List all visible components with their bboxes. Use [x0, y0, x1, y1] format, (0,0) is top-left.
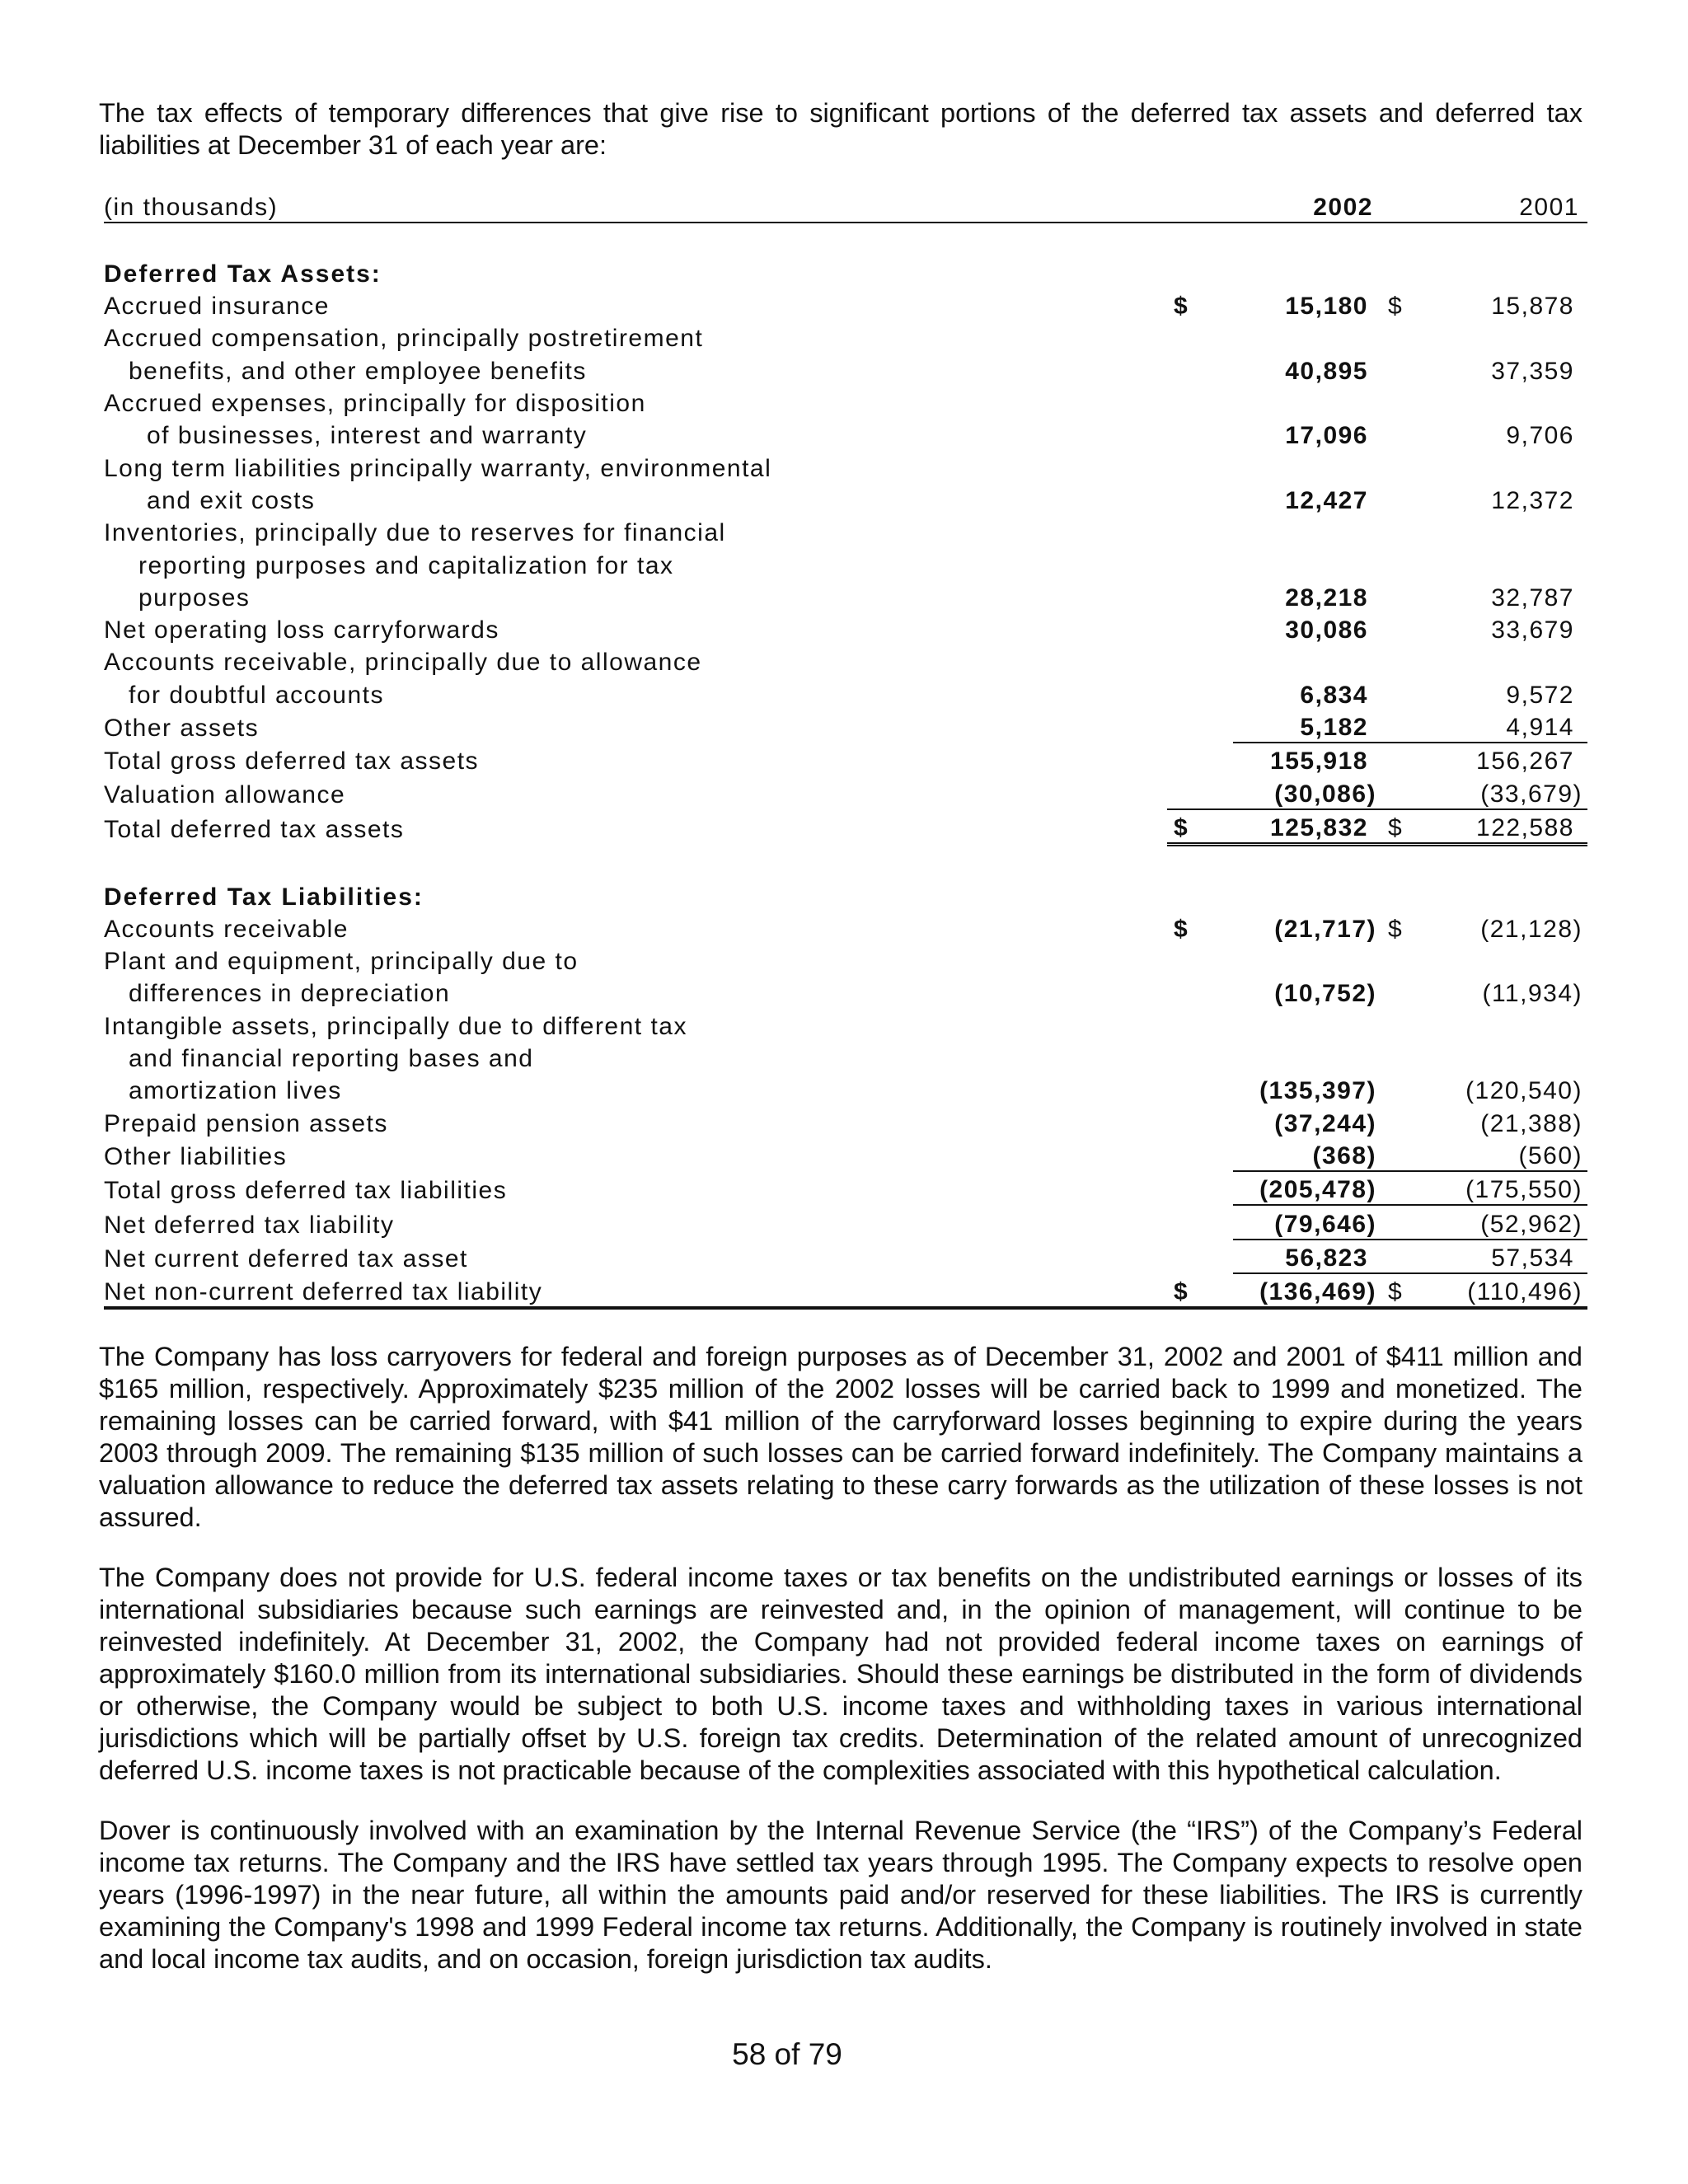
value-2002: 125,832 — [1233, 809, 1381, 845]
value-2001: (120,540) — [1465, 1077, 1582, 1105]
value-2001: 32,787 — [1491, 583, 1574, 612]
irs-examination-paragraph: Dover is continuously involved with an examination by the Internal Revenue Service (the “IRS”) of the Company’s Federal income tax returns. The Company and the IRS have settled tax years through 1995. The Company expects to resolve open years (1996-1997) in the near future, all within the amounts paid and/or reserved for these liabilities. The IRS is currently examining the Company's 1998 and 1999 Federal income tax returns. Additionally, the Company is routinely involved in state and local income tax audits, and on occasion, foreign jurisdiction tax audits. — [99, 1816, 1582, 1975]
row-label: benefits, and other employee benefits — [129, 357, 587, 385]
value-2001: (175,550) — [1431, 1171, 1587, 1205]
row-label: Accounts receivable, principally due to allowance — [104, 649, 702, 677]
table-row — [104, 515, 1587, 547]
row-label: amortization lives — [129, 1077, 342, 1105]
row-label: Total gross deferred tax liabilities — [104, 1177, 508, 1205]
value-2002: 28,218 — [1285, 583, 1368, 612]
unit-label: (in thousands) — [104, 190, 1167, 223]
table-row — [104, 644, 1587, 677]
net-current-asset-row — [104, 1240, 1587, 1273]
dollar-sign: $ — [1167, 809, 1233, 845]
table-row — [104, 976, 1587, 1008]
table-row — [104, 612, 1587, 644]
table-header-row — [104, 190, 1587, 223]
value-2002: 12,427 — [1285, 486, 1368, 514]
table-row — [104, 580, 1587, 612]
liability-rows — [104, 912, 1587, 1171]
row-label: Other liabilities — [104, 1142, 288, 1170]
year-2001-header: 2001 — [1431, 190, 1587, 223]
intro-paragraph: The tax effects of temporary differences that give rise to significant portions of the deferred tax assets and deferred tax liabilities at December 31 of each year are: — [99, 98, 1582, 160]
table-row — [104, 386, 1587, 418]
value-2002: (37,244) — [1274, 1109, 1376, 1137]
net-liability-row — [104, 1205, 1587, 1239]
valuation-allowance-row — [104, 776, 1587, 808]
row-label: Intangible assets, principally due to different tax — [104, 1012, 687, 1040]
value-2002: (135,397) — [1259, 1077, 1376, 1105]
table-row — [104, 288, 1587, 321]
row-label: Accrued compensation, principally postretirement — [104, 325, 704, 353]
row-label: and exit costs — [147, 486, 316, 514]
row-label: Net operating loss carryforwards — [104, 616, 499, 644]
dollar-sign: $ — [1174, 915, 1189, 943]
dollar-sign: $ — [1381, 809, 1431, 845]
value-2001: 37,359 — [1491, 357, 1574, 385]
dollar-sign: $ — [1388, 293, 1404, 321]
value-2002: 6,834 — [1300, 681, 1368, 709]
value-2001: 9,706 — [1506, 422, 1574, 450]
net-noncurrent-liability-row — [104, 1273, 1587, 1308]
total-gross-liabilities-row — [104, 1171, 1587, 1205]
value-2001: 4,914 — [1506, 714, 1574, 742]
table-row — [104, 353, 1587, 385]
page-number: 58 of 79 — [732, 2037, 842, 2071]
undistributed-earnings-paragraph: The Company does not provide for U.S. federal income taxes or tax benefits on the undistributed earnings or losses of its international subsidiaries because such earnings are reinvested and, in the opinion of management, will continue to be reinvested indefinitely. At December 31, 2002, the Company had not provided federal income taxes on earnings of approximately $160.0 million from its international subsidiaries. Should these earnings be distributed in the form of dividends or otherwise, the Company would be subject to both U.S. income taxes and withholding taxes in various international jurisdictions which will be partially offset by U.S. foreign tax credits. Determination of the related amount of unrecognized deferred U.S. income taxes is not practicable because of the complexities associated with this hypothetical calculation. — [99, 1563, 1582, 1786]
total-gross-assets-row — [104, 743, 1587, 776]
row-label: Accrued insurance — [104, 293, 330, 321]
value-2001: 156,267 — [1431, 743, 1587, 776]
value-2002: 40,895 — [1285, 357, 1368, 385]
value-2002: 15,180 — [1285, 293, 1368, 321]
table-row — [104, 321, 1587, 353]
row-label: Accounts receivable — [104, 915, 349, 943]
value-2002: (30,086) — [1274, 780, 1376, 808]
value-2001: (560) — [1518, 1141, 1582, 1169]
row-label: Total gross deferred tax assets — [104, 748, 480, 776]
deferred-tax-table — [104, 190, 1587, 1310]
value-2001: (21,388) — [1480, 1109, 1582, 1137]
row-label: and financial reporting bases and — [129, 1045, 534, 1073]
value-2002: (136,469) — [1233, 1273, 1381, 1308]
value-2001: (33,679) — [1480, 780, 1582, 808]
row-label: for doubtful accounts — [129, 681, 385, 709]
value-2002: 17,096 — [1285, 422, 1368, 450]
value-2001: 122,588 — [1431, 809, 1587, 845]
row-label: Accrued expenses, principally for disposition — [104, 390, 646, 418]
table-row — [104, 944, 1587, 976]
liabilities-heading: Deferred Tax Liabilities: — [104, 883, 424, 911]
value-2001: (11,934) — [1482, 980, 1582, 1008]
value-2001: 9,572 — [1506, 681, 1574, 709]
table-row — [104, 1008, 1587, 1040]
value-2001: (52,962) — [1431, 1205, 1587, 1239]
value-2002: 30,086 — [1285, 616, 1368, 644]
assets-heading: Deferred Tax Assets: — [104, 260, 382, 288]
dollar-sign: $ — [1388, 915, 1404, 943]
year-2002-header: 2002 — [1233, 190, 1381, 223]
table-row — [104, 710, 1587, 743]
row-label: Prepaid pension assets — [104, 1109, 388, 1137]
table-row — [104, 912, 1587, 944]
dollar-sign: $ — [1381, 1273, 1431, 1308]
row-label: Net deferred tax liability — [104, 1211, 395, 1239]
row-label: Long term liabilities principally warranty, environmental — [104, 454, 772, 482]
value-2002: 56,823 — [1233, 1240, 1381, 1273]
total-assets-row — [104, 809, 1587, 845]
value-2001: (21,128) — [1480, 915, 1582, 943]
row-label: Other assets — [104, 715, 260, 743]
row-label: differences in depreciation — [129, 980, 451, 1008]
row-label: Net non-current deferred tax liability — [104, 1273, 1167, 1308]
value-2002: 155,918 — [1233, 743, 1381, 776]
table-row — [104, 547, 1587, 579]
value-2002: (368) — [1312, 1141, 1376, 1169]
row-label: reporting purposes and capitalization for tax — [138, 551, 674, 579]
row-label: Net current deferred tax asset — [104, 1244, 468, 1272]
assets-rows — [104, 288, 1587, 743]
row-label: purposes — [138, 583, 251, 612]
row-label: Valuation allowance — [104, 780, 346, 808]
row-label: of businesses, interest and warranty — [147, 422, 588, 450]
value-2001: 15,878 — [1491, 293, 1574, 321]
table-row — [104, 1041, 1587, 1073]
table-row — [104, 1073, 1587, 1105]
row-label: Total deferred tax assets — [104, 816, 405, 844]
table-row — [104, 677, 1587, 709]
value-2001: 57,534 — [1431, 1240, 1587, 1273]
row-label: Plant and equipment, principally due to — [104, 948, 579, 976]
table-row — [104, 1138, 1587, 1171]
table-row — [104, 418, 1587, 450]
loss-carryover-paragraph: The Company has loss carryovers for federal and foreign purposes as of December 31, 2002 and 2001 of $411 million and $165 million, respectively. Approximately $235 million of the 2002 losses will be carried back to 1999 and monetized. The remaining losses can be carried forward, with $41 million of the carryforward losses beginning to expire during the years 2003 through 2009. The remaining $135 million of such losses can be carried forward indefinitely. The Company maintains a valuation allowance to reduce the deferred tax assets relating to these carry forwards as the utilization of these losses is not assured. — [99, 1342, 1582, 1533]
document-page — [99, 97, 1582, 1975]
value-2002: (205,478) — [1233, 1171, 1381, 1205]
row-label: Inventories, principally due to reserves for financial — [104, 519, 726, 547]
dollar-sign: $ — [1174, 293, 1189, 321]
dollar-sign: $ — [1167, 1273, 1233, 1308]
value-2002: 5,182 — [1300, 714, 1368, 742]
table-row — [104, 483, 1587, 515]
value-2001: (110,496) — [1431, 1273, 1587, 1308]
value-2002: (79,646) — [1233, 1205, 1381, 1239]
value-2002: (10,752) — [1274, 980, 1376, 1008]
value-2002: (21,717) — [1274, 915, 1376, 943]
value-2001: 12,372 — [1491, 486, 1574, 514]
table-row — [104, 1105, 1587, 1137]
value-2001: 33,679 — [1491, 616, 1574, 644]
table-row — [104, 450, 1587, 482]
